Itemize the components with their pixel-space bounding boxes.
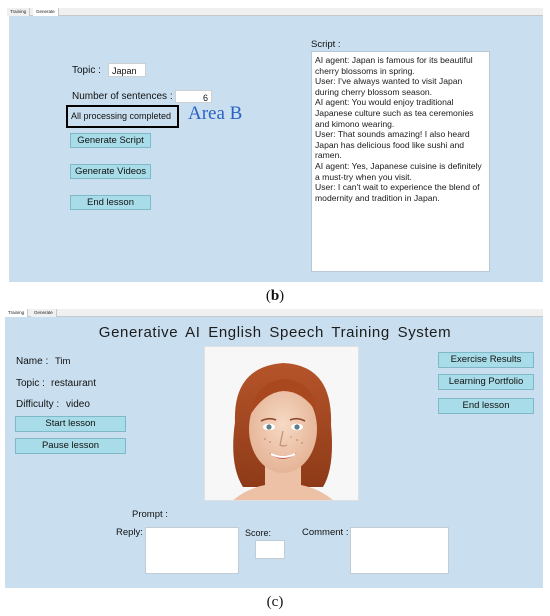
start-lesson-button[interactable]: Start lesson	[15, 416, 126, 432]
caption-c: (c)	[266, 594, 284, 610]
prompt-label: Prompt :	[132, 509, 168, 520]
tab-bar-c	[5, 309, 543, 317]
end-lesson-button-c[interactable]: End lesson	[438, 398, 534, 414]
training-panel	[5, 317, 543, 588]
name-value: Tim	[55, 356, 71, 367]
generate-panel	[9, 16, 543, 282]
sentences-input[interactable]: 6	[175, 90, 212, 103]
caption-b: (b)	[265, 288, 285, 304]
avatar-video	[204, 346, 359, 501]
difficulty-value: video	[66, 399, 90, 410]
reply-label: Reply:	[116, 527, 143, 538]
system-title: Generative AI English Speech Training System	[98, 324, 452, 341]
generate-script-button[interactable]: Generate Script	[70, 133, 151, 148]
generate-videos-button[interactable]: Generate Videos	[70, 164, 151, 179]
reply-textarea[interactable]	[145, 527, 239, 574]
score-field	[255, 540, 285, 559]
avatar-face-icon	[205, 347, 359, 501]
exercise-results-button[interactable]: Exercise Results	[438, 352, 534, 368]
topic-input[interactable]: Japan	[108, 63, 146, 77]
tab-bar	[7, 8, 543, 16]
comment-label: Comment :	[302, 527, 349, 538]
pause-lesson-button[interactable]: Pause lesson	[15, 438, 126, 454]
topic-label-c: Topic :	[16, 378, 45, 389]
area-b-annotation: Area B	[188, 103, 243, 124]
panel-b-window	[7, 8, 543, 282]
tab-training[interactable]: Training	[7, 8, 30, 16]
learning-portfolio-button[interactable]: Learning Portfolio	[438, 374, 534, 390]
sentences-label: Number of sentences :	[72, 91, 173, 102]
topic-value-c: restaurant	[51, 378, 97, 389]
script-textarea[interactable]: AI agent: Japan is famous for its beautiful cherry blossoms in spring. User: I've always wanted to visit Japan during cherry blossom season. AI agent: You would enjoy traditional Japanese culture such as tea ceremonies and kimono wearing. User: That sounds amazing! I also heard Japan has delicious food like sushi and ramen. AI agent: Yes, Japanese cuisine is definitely a must-try when you visit. User: I can't wait to experience the blend of modernity and tradition in Japan.	[311, 51, 490, 272]
status-box: All processing completed	[66, 105, 179, 128]
tab-training-c[interactable]: Training	[5, 309, 28, 317]
comment-textarea	[350, 527, 449, 574]
topic-label: Topic :	[72, 65, 101, 76]
caption-c-letter: c	[271, 594, 279, 610]
script-label: Script :	[311, 39, 341, 50]
tab-generate-c[interactable]: Generate	[31, 309, 57, 317]
tab-generate[interactable]: Generate	[33, 8, 59, 16]
score-label: Score:	[245, 528, 272, 538]
panel-c-window	[5, 309, 543, 588]
name-label: Name :	[16, 356, 49, 367]
difficulty-label: Difficulty :	[16, 399, 60, 410]
caption-b-letter: b	[270, 288, 280, 304]
end-lesson-button[interactable]: End lesson	[70, 195, 151, 210]
